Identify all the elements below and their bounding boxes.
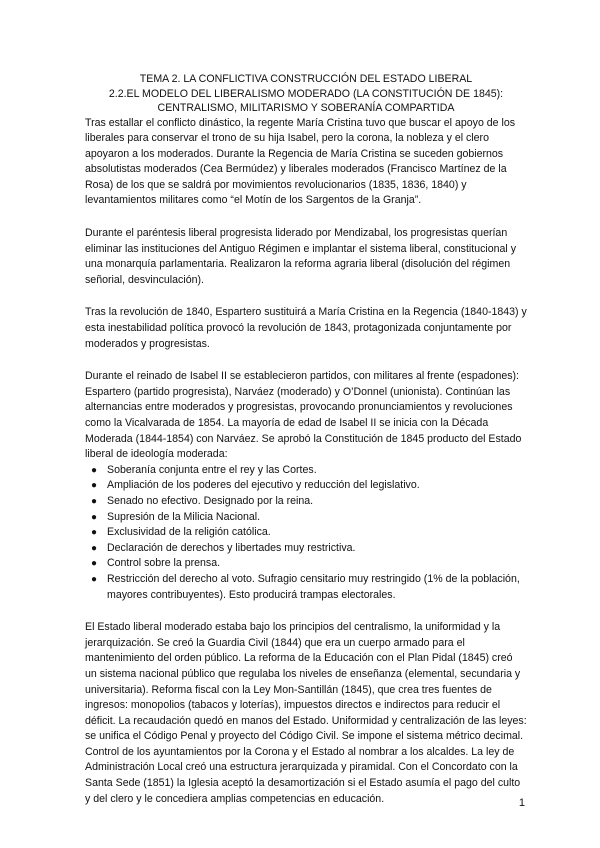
list-item: ● Ampliación de los poderes del ejecutivo y reducción del legislativo. — [107, 478, 527, 494]
paragraph-estado-moderado: El Estado liberal moderado estaba bajo los principios del centralismo, la uniformidad y la jerarquización. Se creó la Guardia Civil (1844) que era un cuerpo armado para el mantenimiento del orden público. La reforma de la Educación con el Plan Pidal (1845) creó un sistema nacional público que regulaba los niveles de enseñanza (elemental, secundaria y universitaria). Reforma fiscal con la Ley Mon-Santillán (1845), que crea tres fuentes de ingresos: monopolios (tabacos y loterías), impuestos directos e indirectos para reducir el déficit. La recaudación quedó en manos del Estado. Uniformidad y centralización de las leyes: se unifica el Código Penal y proyecto del Código Civil. Se impone el sistema métrico decimal. Control de los ayuntamientos por la Corona y el Estado al nombrar a los alcaldes. La ley de Administración Local creó una estructura jerarquizada y piramidal. Con el Concordato con la Santa Sede (1851) la Iglesia aceptó la desamortización si el Estado asumía el pago del culto y del clero y le concediera amplias competencias en educación. — [85, 621, 527, 805]
paragraph-espartero: Tras la revolución de 1840, Espartero sustituirá a María Cristina en la Regencia (1840-1843) y esta inestabilidad política provocó la revolución de 1843, protagonizada conjuntamente por moderados y progresistas. — [85, 306, 527, 350]
constitution-features-list — [85, 463, 527, 603]
list-item: ● Exclusividad de la religión católica. — [107, 525, 527, 541]
bullet-icon: ● — [91, 542, 98, 554]
title-line-2: 2.2.EL MODELO DEL LIBERALISMO MODERADO (LA CONSTITUCIÓN DE 1845): — [108, 87, 504, 100]
title-line-3: CENTRALISMO, MILITARISMO Y SOBERANÍA COMPARTIDA — [157, 102, 455, 114]
list-item: ● Senado no efectivo. Designado por la reina. — [107, 494, 527, 510]
paragraph-isabel-ii: Durante el reinado de Isabel II se establecieron partidos, con militares al frente (espadones): Espartero (partido progresista), Narváez (moderado) y O’Donnel (unionista). Continúan las alternancias entre moderados y progresistas, provocando pronunciamientos y revoluciones como la Vicalvarada de 1854. La mayoría de edad de Isabel II se inicia con la Década Moderada (1844-1854) con Narváez. Se aprobó la Constitución de 1845 producto del Estado liberal de ideología moderada: — [85, 370, 522, 461]
list-item: ● Supresión de la Milicia Nacional. — [107, 510, 527, 526]
bullet-icon: ● — [91, 511, 98, 523]
page-number: 1 — [518, 797, 525, 809]
paragraph-regencia: Tras estallar el conflicto dinástico, la regente María Cristina tuvo que buscar el apoyo de los liberales para conservar el trono de su hija Isabel, pero la corona, la nobleza y el clero apoyaron a los moderados. Durante la Regencia de María Cristina se suceden gobiernos absolutistas moderados (Cea Bermúdez) y liberales moderados (Francisco Martínez de la Rosa) de los que se saldrá por movimientos revolucionarios (1835, 1836, 1840) y levantamientos militares como “el Motín de los Sargentos de la Granja”. — [85, 116, 516, 207]
bullet-icon: ● — [91, 527, 98, 539]
title-line-1: TEMA 2. LA CONFLICTIVA CONSTRUCCIÓN DEL ESTADO LIBERAL — [139, 73, 473, 85]
bullet-icon: ● — [91, 480, 98, 492]
list-item: ● Restricción del derecho al voto. Sufragio censitario muy restringido (1% de la población, mayores contribuyentes). Esto producirá trampas electorales. — [91, 572, 520, 601]
bullet-icon: ● — [91, 495, 98, 507]
bullet-icon: ● — [91, 573, 98, 585]
paragraph-progresista: Durante el paréntesis liberal progresista liderado por Mendizabal, los progresistas querían eliminar las instituciones del Antiguo Régimen e implantar el sistema liberal, constitucional y una monarquía parlamentaria. Realizaron la reforma agraria liberal (disolución del régimen señorial, desvinculación). — [85, 227, 517, 286]
list-item: ● Declaración de derechos y libertades muy restrictiva. — [107, 541, 527, 557]
bullet-icon: ● — [91, 558, 98, 570]
list-item: ● Control sobre la prensa. — [107, 556, 527, 572]
bullet-icon: ● — [91, 464, 98, 476]
document-page — [85, 72, 527, 807]
list-item: ● Soberanía conjunta entre el rey y las Cortes. — [107, 463, 527, 479]
